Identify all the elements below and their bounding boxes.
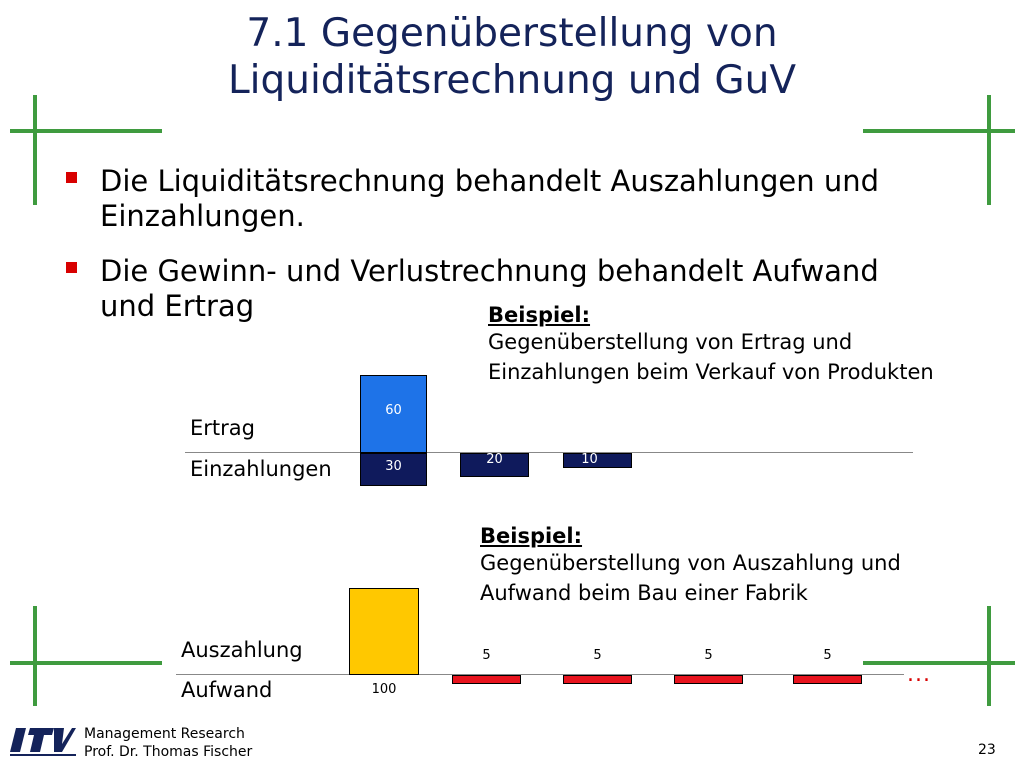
example-1-line-2: Einzahlungen beim Verkauf von Produkten [488, 360, 934, 384]
bar-aufwand-label: 5 [704, 648, 713, 663]
row-label-auszahlung: Auszahlung [181, 638, 303, 662]
corner-rule-tr-h [863, 129, 1015, 133]
example-2-heading: Beispiel: [480, 524, 583, 548]
bar-aufwand-label: 5 [823, 648, 832, 663]
bar-aufwand [793, 675, 862, 684]
example-2-line-2: Aufwand beim Bau einer Fabrik [480, 581, 808, 605]
corner-rule-br-h [863, 661, 1015, 665]
footer-org: Management Research [84, 726, 245, 742]
example-1-text [488, 303, 934, 387]
corner-rule-tr-v [987, 95, 991, 205]
bar-einzahlung-label: 20 [486, 452, 503, 467]
ellipsis-more: ... [907, 662, 931, 687]
bar-aufwand [452, 675, 521, 684]
slide-title [0, 10, 1024, 104]
example-2-text [480, 524, 901, 608]
row-label-aufwand: Aufwand [181, 678, 273, 702]
corner-rule-tl-v [33, 95, 37, 205]
bar-aufwand-label: 5 [593, 648, 602, 663]
example-1-baseline [185, 452, 913, 453]
example-1-line-1: Gegenüberstellung von Ertrag und [488, 330, 853, 354]
title-line-2: Liquiditätsrechnung und GuV [227, 58, 797, 103]
example-2-line-1: Gegenüberstellung von Auszahlung und [480, 551, 901, 575]
bar-einzahlung-label: 30 [385, 459, 402, 474]
bullet-marker [66, 262, 77, 273]
bullet-2-line-2: und Ertrag [100, 289, 255, 323]
footer-author: Prof. Dr. Thomas Fischer [84, 744, 253, 760]
itv-logo [10, 724, 76, 760]
page-number: 23 [978, 742, 996, 758]
bullet-1 [100, 164, 879, 234]
row-label-einzahlungen: Einzahlungen [190, 457, 332, 481]
row-label-ertrag: Ertrag [190, 416, 255, 440]
title-line-1: 7.1 Gegenüberstellung von [246, 11, 778, 56]
bar-aufwand-label: 5 [482, 648, 491, 663]
corner-rule-bl-v [33, 606, 37, 706]
bullet-1-line-1: Die Liquiditätsrechnung behandelt Auszahlungen und [100, 164, 880, 198]
bullet-1-line-2: Einzahlungen. [100, 199, 305, 233]
bar-ertrag-label: 60 [385, 403, 402, 418]
corner-rule-bl-h [10, 661, 162, 665]
bullet-marker [66, 172, 77, 183]
bar-aufwand [674, 675, 743, 684]
footer-credits [84, 725, 252, 761]
itv-logo-mark [10, 724, 76, 760]
bar-aufwand [563, 675, 632, 684]
bullet-2-line-1: Die Gewinn- und Verlustrechnung behandelt Aufwand [100, 254, 879, 288]
bar-auszahlung-label: 100 [371, 682, 397, 697]
corner-rule-tl-h [10, 129, 162, 133]
bar-auszahlung [349, 588, 419, 675]
corner-rule-br-v [987, 606, 991, 706]
example-1-heading: Beispiel: [488, 303, 591, 327]
bar-einzahlung-label: 10 [581, 452, 598, 467]
